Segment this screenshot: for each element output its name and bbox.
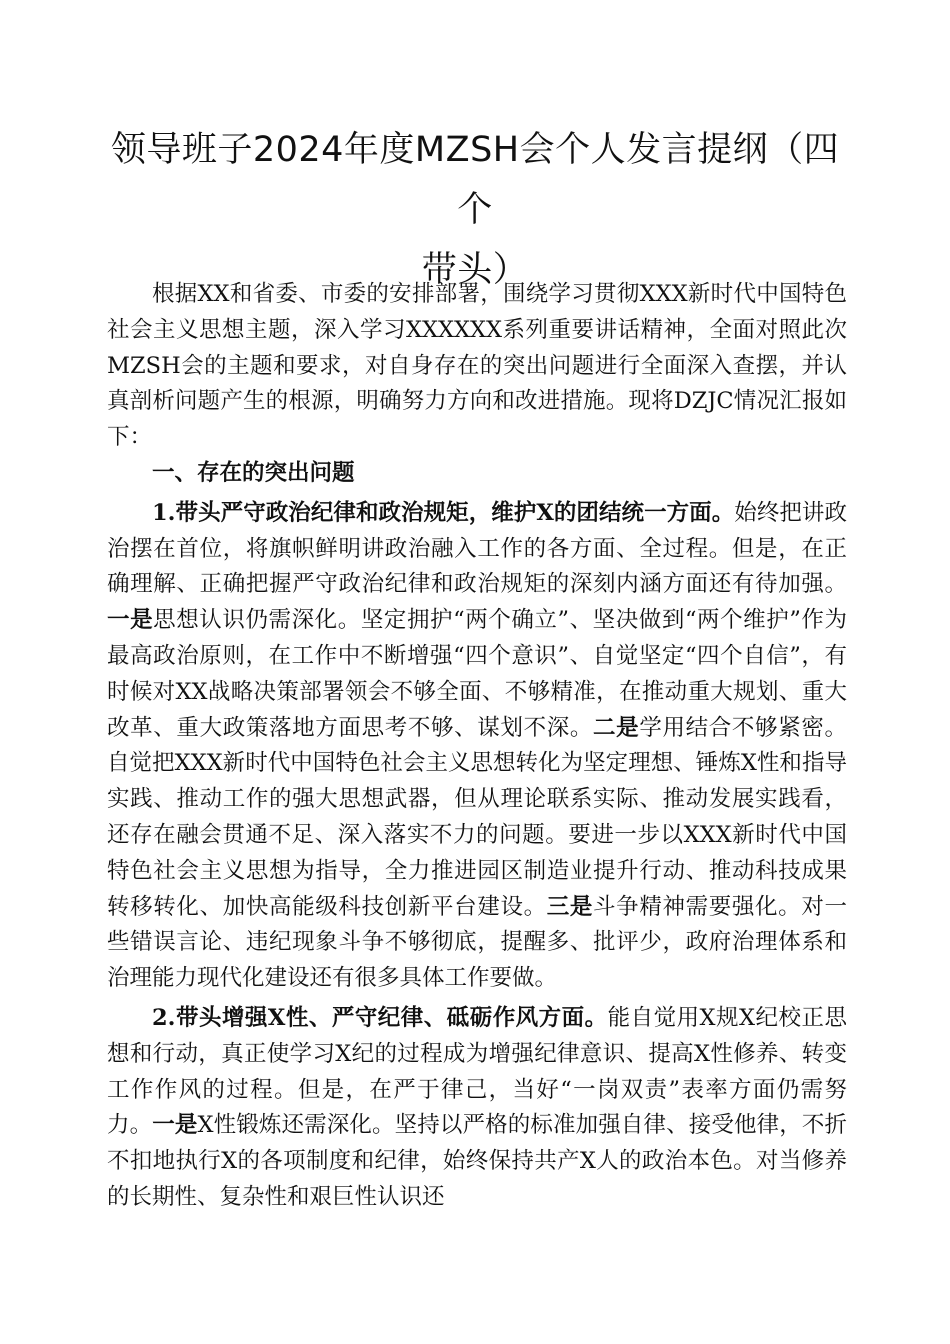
item-2-marker-1: 一是: [152, 1112, 198, 1139]
item-1-text-b: 思想认识仍需深化。坚定拥护“两个确立”、坚决做到“两个维护”作为最高政治原则，在工作中不断增强“四个意识”、自觉坚定“四个自信”，有时候对XX战略决策部署领会不够全面、不够精准，在推动重大规划、重大改革、重大政策落地方面思考不够、谋划不深。: [107, 607, 847, 741]
section-heading: 一、存在的突出问题: [152, 459, 355, 486]
title-line-2: 带头）: [421, 250, 529, 290]
item-2-text-b: X性锻炼还需深化。坚持以严格的标准加强自律、接受他律，不折不扣地执行X的各项制度和纪律，始终保持共产X人的政治本色。对当修养的长期性、复杂性和艰巨性认识还: [107, 1112, 847, 1210]
item-1-marker-3: 三是: [546, 893, 594, 920]
title-line-1: 领导班子2024年度MZSH会个人发言提纲（四个: [110, 130, 840, 230]
item-2-heading: 2.带头增强X性、严守纪律、砥砺作风方面。: [152, 1004, 608, 1031]
document-body: [107, 277, 847, 1216]
item-1-text-d: 斗争精神需要强化。对一些错误言论、违纪现象斗争不够彻底，提醒多、批评少，政府治理体系和治理能力现代化建设还有很多具体工作要做。: [107, 893, 847, 992]
item-2-text-a: 能自觉用X规X纪校正思想和行动，真正使学习X纪的过程成为增强纪律意识、提高X性修养、转变工作作风的过程。但是，在严于律己，当好“一岗双责”表率方面仍需努力。: [107, 1004, 847, 1139]
item-1-marker-1: 一是: [107, 607, 154, 634]
item-1-marker-2: 二是: [593, 714, 640, 741]
item-1-text-a: 始终把讲政治摆在首位，将旗帜鲜明讲政治融入工作的各方面、全过程。但是，在正确理解、正确把握严守政治纪律和政治规矩的深刻内涵方面还有待加强。: [107, 499, 847, 598]
document-title: [100, 120, 850, 300]
item-2-paragraph: [107, 1001, 847, 1216]
item-1-text-c: 学用结合不够紧密。自觉把XXX新时代中国特色社会主义思想转化为坚定理想、锤炼X性和指导实践、推动工作的强大思想武器，但从理论联系实际、推动发展实践看，还存在融会贯通不足、深入落实不力的问题。要进一步以XXX新时代中国特色社会主义思想为指导，全力推进园区制造业提升行动、推动科技成果转移转化、加快高能级科技创新平台建设。: [107, 714, 847, 920]
intro-paragraph: 根据XX和省委、市委的安排部署，围绕学习贯彻XXX新时代中国特色社会主义思想主题，深入学习XXXXXX系列重要讲话精神，全面对照此次MZSH会的主题和要求，对自身存在的突出问题进行全面深入查摆，并认真剖析问题产生的根源，明确努力方向和改进措施。现将DZJC情况汇报如下：: [107, 281, 847, 451]
item-1-heading: 1.带头严守政治纪律和政治规矩，维护X的团结统一方面。: [152, 499, 735, 526]
item-1-paragraph: [107, 496, 847, 997]
